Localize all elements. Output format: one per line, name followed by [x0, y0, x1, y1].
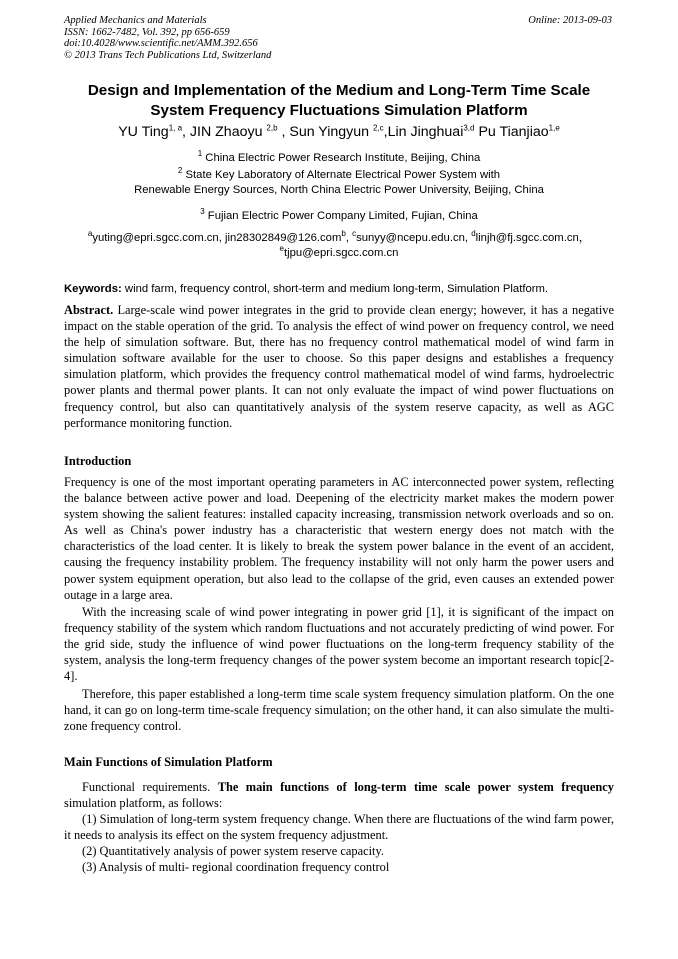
author-sup: 2,c — [373, 123, 384, 133]
main-functions-heading: Main Functions of Simulation Platform — [64, 755, 273, 769]
author-name: Sun Yingyun — [289, 124, 373, 140]
introduction-heading: Introduction — [64, 454, 132, 468]
title-line-1: Design and Implementation of the Medium and Long-Term Time Scale — [87, 82, 591, 99]
abstract-label: Abstract. — [64, 303, 114, 317]
author-name: JIN Zhaoyu — [189, 124, 267, 140]
affiliation-text: State Key Laboratory of Alternate Electrical Power System with — [182, 169, 501, 181]
author-sup: 3,d — [463, 123, 475, 133]
doi-line: doi:10.4028/www.scientific.net/AMM.392.656 — [64, 38, 258, 49]
copyright-line: © 2013 Trans Tech Publications Ltd, Switzerland — [64, 49, 272, 61]
keywords-text: wind farm, frequency control, short-term and medium long-term, Simulation Platform. — [121, 283, 549, 295]
affiliation-text: China Electric Power Research Institute, Beijing, China — [202, 152, 481, 164]
email-link[interactable]: sunyy@ncepu.edu.cn, — [356, 232, 472, 244]
author-sep: , — [182, 124, 190, 140]
affiliation-sup: 1 — [197, 149, 203, 159]
author-name: Pu Tianjiao — [478, 124, 549, 140]
email-sup: c — [352, 229, 357, 239]
journal-name: Applied Mechanics and Materials — [64, 15, 207, 26]
main-functions-bold: The main functions of long-term time scale power system frequency — [217, 780, 614, 794]
author-name: YU Ting — [118, 124, 169, 140]
main-functions-plain: Functional requirements. — [82, 780, 218, 794]
affiliation-3 — [40, 209, 638, 224]
issn-line: ISSN: 1662-7482, Vol. 392, pp 656-659 — [64, 26, 230, 38]
intro-paragraph-1: Frequency is one of the most important operating parameters in AC interconnected power system, reflecting the balance between active power and load. Deepening of the electricity market makes the modern power system showing the salient features: installed capacity increasing, transmission network overloads and so on. As well as China's power industry has a characteristic that western energy does not match with the characteristics of the load center. It is likely to break the system power balance in the event of an accident, causing the frequency instability problem. The frequency instability will not only harm the power users and power system equipment operation, but also lead to the collapse of the grid, even causes an extended power outage in a large area. — [64, 475, 614, 602]
email-sup: a — [87, 229, 93, 239]
main-functions-item-1: (1) Simulation of long-term system frequency change. When there are fluctuations of the wind farm power, it needs to analysis its effect on the system frequency adjustment. — [64, 812, 614, 843]
intro-paragraph-3: Therefore, this paper established a long-term time scale system frequency simulation platform. On the one hand, it can go on long-term time-scale frequency simulation; on the other hand, it can also simulate the multi-zone frequency control. — [64, 687, 614, 734]
author-sup: 2,b — [266, 123, 278, 133]
author-sep: , — [277, 124, 290, 140]
affiliation-1 — [40, 151, 638, 166]
email-sup: d — [471, 229, 476, 239]
email-link[interactable]: linjh@fj.sgcc.com.cn — [475, 232, 579, 244]
author-sup: 1,e — [548, 123, 560, 133]
affiliation-sup: 2 — [177, 166, 183, 176]
email-sup: e — [279, 244, 284, 254]
main-functions-item-3: (3) Analysis of multi- regional coordination frequency control — [82, 860, 390, 874]
main-functions-rest: simulation platform, as follows: — [64, 796, 223, 811]
affiliation-2 — [40, 168, 638, 198]
email-sep: ， — [578, 232, 591, 244]
author-sup: 1, a — [168, 123, 183, 133]
journal-header — [64, 15, 271, 61]
email-list — [40, 231, 638, 261]
affiliation-text: Renewable Energy Sources, North China Electric Power University, Beijing, China — [134, 184, 544, 196]
affiliation-text: Fujian Electric Power Company Limited, Fujian, China — [204, 210, 478, 222]
main-functions-item-2: (2) Quantitatively analysis of power system reserve capacity. — [82, 844, 384, 858]
email-link[interactable]: yuting@epri.sgcc.com.cn, jin28302849@126.com — [92, 232, 342, 244]
online-date: Online: 2013-09-03 — [528, 15, 612, 26]
abstract-text: Large-scale wind power integrates in the grid to provide clean energy; however, it has a negative impact on the stable operation of the grid. To analysis the effect of wind power on frequency control, we need the help of simulation software. But, there has no frequency control mathematical model of wind farm in simulation software available for the user to choose. So this paper designs and establishes a frequency simulation platform, which provides the frequency control mathematical model of wind farms, hydroelectric power plants and thermal power plants. It can not only evaluate the impact of wind power fluctuations on frequency control, but also can quantitatively analysis of the system reserve capacity, as well as AGC performance monitoring function. — [64, 303, 614, 430]
email-link[interactable]: tjpu@epri.sgcc.com.cn — [284, 247, 399, 259]
author-list — [40, 123, 638, 141]
title-line-2: System Frequency Fluctuations Simulation Platform — [150, 101, 528, 119]
intro-paragraph-2: With the increasing scale of wind power integrating in power grid [1], it is significant of the impact on frequency stability of the system which random fluctuations and not accurately predicting of wind power. For the grid side, study the influence of wind power fluctuations on the long-term frequency stability of the system, analysis the long-term frequency changes of the power system become an important research topic[2-4]. — [64, 605, 614, 684]
keywords-label: Keywords: — [64, 283, 122, 295]
affiliation-sup: 3 — [200, 207, 205, 217]
keywords — [64, 282, 616, 297]
author-sep: , — [383, 124, 388, 140]
email-sep: , — [345, 232, 353, 244]
main-functions-paragraph-1 — [64, 779, 614, 811]
author-name: Lin Jinghuai — [387, 124, 464, 140]
paper-title — [40, 81, 638, 120]
abstract — [64, 302, 614, 431]
email-sup: b — [341, 229, 346, 239]
